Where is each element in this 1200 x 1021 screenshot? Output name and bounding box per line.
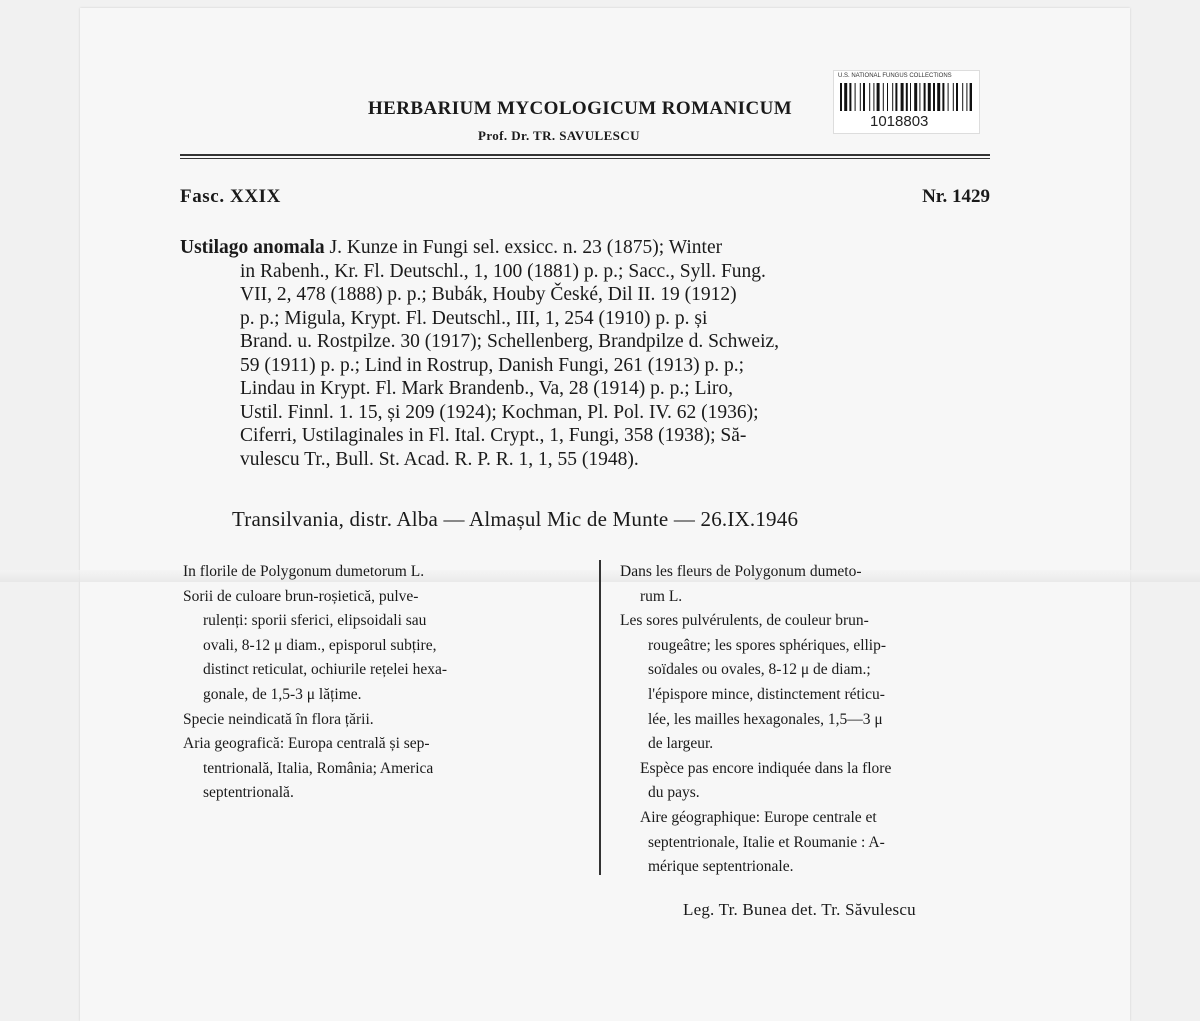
barcode-bar xyxy=(906,83,908,111)
citation-line-first xyxy=(180,236,995,260)
barcode-label xyxy=(833,70,980,134)
description-line: lée, les mailles hexagonales, 1,5—3 μ xyxy=(648,710,883,728)
collector-determiner: Leg. Tr. Bunea det. Tr. Săvulescu xyxy=(683,900,916,919)
barcode-bar xyxy=(895,83,897,111)
citation-line: 59 (1911) p. p.; Lind in Rostrup, Danish Fungi, 261 (1913) p. p.; xyxy=(240,354,745,376)
description-line: Les sores pulvérulents, de couleur brun- xyxy=(620,612,869,630)
citation-line: Ustil. Finnl. 1. 15, și 209 (1924); Kochman, Pl. Pol. IV. 62 (1936); xyxy=(240,401,759,423)
citation-line: in Rabenh., Kr. Fl. Deutschl., 1, 100 (1881) p. p.; Sacc., Syll. Fung. xyxy=(240,260,766,282)
barcode-bar xyxy=(942,83,944,111)
barcode-bar xyxy=(919,83,920,111)
barcode-bar xyxy=(914,83,917,111)
barcode-bar xyxy=(844,83,847,111)
barcode-bar xyxy=(924,83,926,111)
description-line: Aire géographique: Europe centrale et xyxy=(640,808,877,826)
barcode-caption: U.S. NATIONAL FUNGUS COLLECTIONS xyxy=(838,73,952,79)
barcode-bar xyxy=(883,83,884,111)
description-line: ovali, 8-12 μ diam., episporul subțire, xyxy=(203,636,437,654)
barcode-bar xyxy=(887,83,888,111)
barcode-bar xyxy=(966,83,967,111)
barcode-bar xyxy=(970,83,972,111)
barcode-bar xyxy=(863,83,865,111)
description-line: Specie neindicată în flora țării. xyxy=(183,710,374,728)
description-line: distinct reticulat, ochiurile rețelei hexa- xyxy=(203,661,448,679)
barcode-bar xyxy=(877,83,880,111)
barcode-bar xyxy=(956,83,958,111)
citation-line: VII, 2, 478 (1888) p. p.; Bubák, Houby České, Dil II. 19 (1912) xyxy=(240,284,737,305)
description-line: rougeâtre; les spores sphériques, ellip- xyxy=(648,636,887,654)
barcode-bar xyxy=(953,83,954,111)
description-line: mérique septentrionale. xyxy=(648,858,794,876)
barcode-bar xyxy=(840,83,842,111)
column-divider xyxy=(599,560,601,875)
barcode-icon xyxy=(840,83,972,111)
description-line: Dans les fleurs de Polygonum dumeto- xyxy=(620,563,862,580)
specimen-number: Nr. 1429 xyxy=(922,186,990,207)
citation-line: Brand. u. Rostpilze. 30 (1917); Schellenberg, Brandpilze d. Schweiz, xyxy=(240,331,780,352)
description-line: Aria geografică: Europa centrală și sep- xyxy=(183,735,430,753)
barcode-bar xyxy=(962,83,963,111)
description-line: septentrională. xyxy=(203,784,294,802)
citation-line: Ciferri, Ustilaginales in Fl. Ital. Crypt., 1, Fungi, 358 (1938); Să- xyxy=(240,425,747,446)
collection-locality: Transilvania, distr. Alba — Almașul Mic de Munte — 26.IX.1946 xyxy=(232,507,799,531)
herbarium-title: HERBARIUM MYCOLOGICUM ROMANICUM xyxy=(368,98,793,119)
herbarium-subtitle: Prof. Dr. TR. SAVULESCU xyxy=(478,128,640,143)
barcode-bar xyxy=(937,83,940,111)
header-rule-thin xyxy=(180,158,990,159)
fascicle-label: Fasc. XXIX xyxy=(180,186,281,207)
barcode-bar xyxy=(849,83,851,111)
description-line: du pays. xyxy=(648,784,700,802)
description-line: tentrională, Italia, România; America xyxy=(203,759,434,777)
barcode-bar xyxy=(928,83,931,111)
barcode-bar xyxy=(910,83,911,111)
barcode-number: 1018803 xyxy=(870,113,929,130)
barcode-bar xyxy=(933,83,935,111)
description-line: l'épispore mince, distinctement réticu- xyxy=(648,685,885,703)
barcode-bar xyxy=(948,83,949,111)
description-line: soïdales ou ovales, 8-12 μ de diam.; xyxy=(648,661,871,679)
description-french xyxy=(620,560,1020,880)
description-line: Espèce pas encore indiquée dans la flore xyxy=(640,759,892,777)
barcode-bar xyxy=(855,83,856,111)
barcode-bar xyxy=(860,83,861,111)
barcode-bar xyxy=(892,83,893,111)
description-line: rulenți: sporii sferici, elipsoidali sau xyxy=(203,612,427,630)
species-name: Ustilago anomala xyxy=(180,237,325,258)
description-line: In florile de Polygonum dumetorum L. xyxy=(183,563,425,580)
citation-line: vulescu Tr., Bull. St. Acad. R. P. R. 1, 1, 55 (1948). xyxy=(240,448,639,470)
description-line: septentrionale, Italie et Roumanie : A- xyxy=(648,833,885,851)
citation-line: J. Kunze in Fungi sel. exsicc. n. 23 (1875); Winter xyxy=(324,237,723,258)
barcode-bar xyxy=(869,83,870,111)
description-line: rum L. xyxy=(640,587,683,605)
citation-line: Lindau in Krypt. Fl. Mark Brandenb., Va, 28 (1914) p. p.; Liro, xyxy=(240,378,734,399)
description-line: de largeur. xyxy=(648,735,714,753)
barcode-bar xyxy=(873,83,874,111)
description-line: gonale, de 1,5-3 μ lățime. xyxy=(203,685,362,703)
species-citation xyxy=(180,236,995,471)
header-rule xyxy=(180,154,990,156)
barcode-bar xyxy=(901,83,904,111)
description-line: Sorii de culoare brun-roșietică, pulve- xyxy=(183,587,419,605)
citation-line: p. p.; Migula, Krypt. Fl. Deutschl., III, 1, 254 (1910) p. p. și xyxy=(240,307,708,329)
description-romanian xyxy=(183,560,578,806)
